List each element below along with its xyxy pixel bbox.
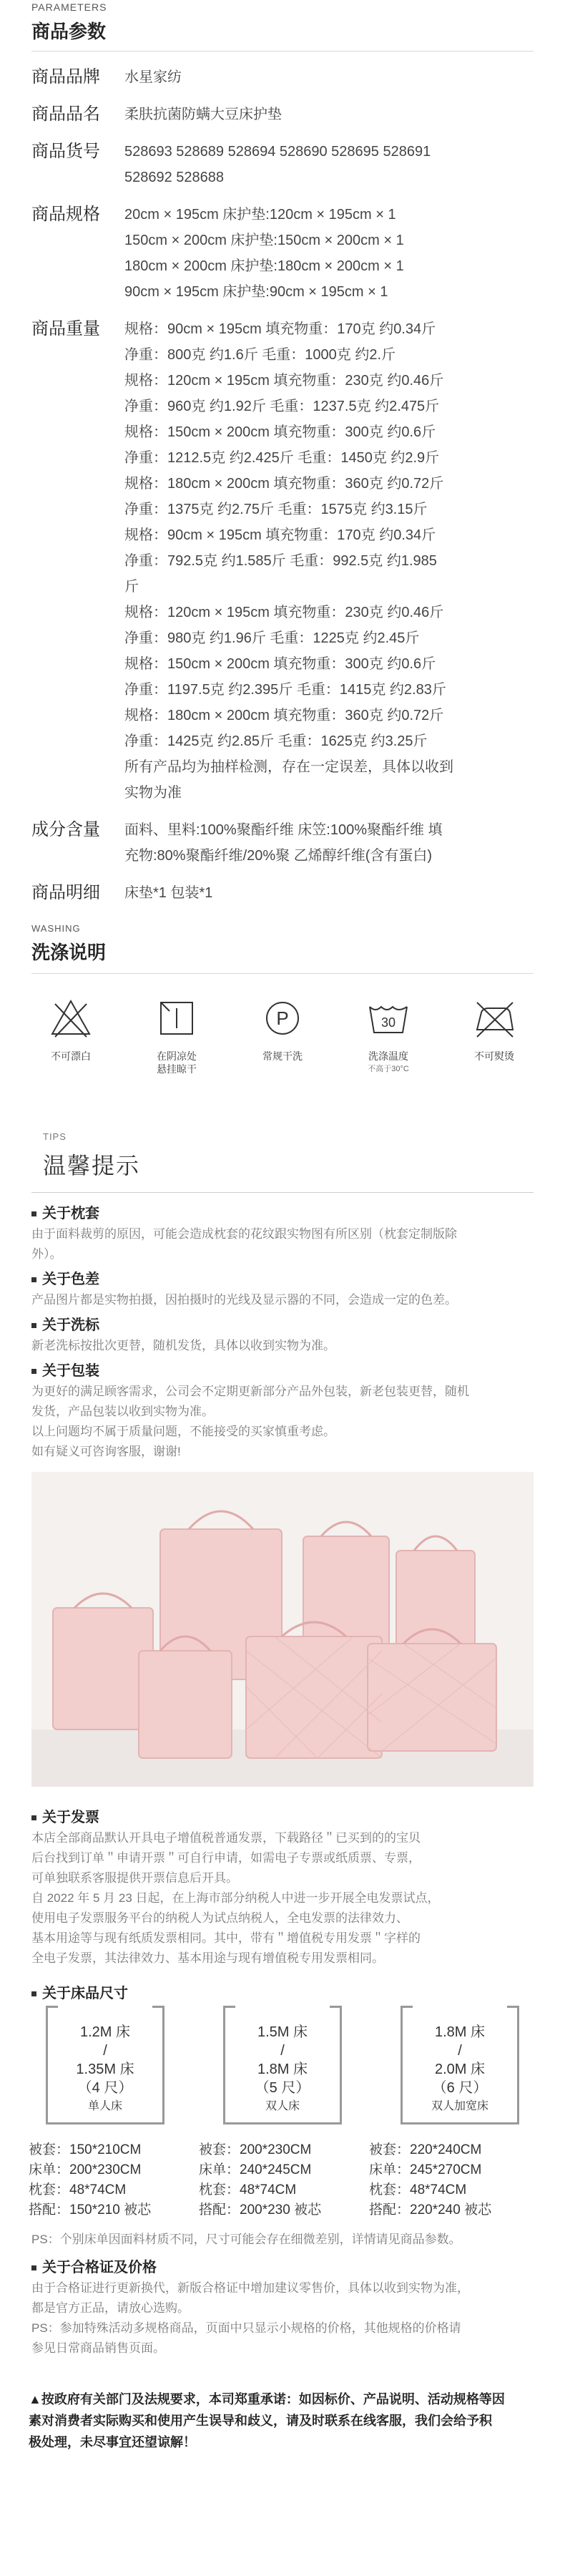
param-value-line: 净重：980克 约1.96斤 毛重：1225克 约2.45斤 <box>124 630 420 646</box>
param-value-line: 规格：90cm × 195cm 填充物重：170克 约0.34斤 <box>124 321 436 337</box>
param-value-line: 水星家纺 <box>124 69 182 85</box>
bed-size-spec-line: 搭配：150*210 被芯 <box>29 2202 152 2218</box>
size-title: 关于床品尺寸 <box>42 1986 128 2001</box>
tip-body-line: 产品图片都是实物拍摄，因拍摄时的光线及显示器的不同，会造成一定的色差。 <box>31 1293 457 1307</box>
tip-title <box>31 1203 534 1224</box>
bed-size-spec-line: 枕套：48*74CM <box>199 2182 297 2197</box>
param-row <box>31 316 534 806</box>
tip-title-text: 关于色差 <box>42 1272 99 1287</box>
param-value-line: 净重：1375克 约2.75斤 毛重：1575克 约3.15斤 <box>124 502 428 517</box>
param-value-line: 净重：792.5克 约1.585斤 毛重：992.5克 约1.985 <box>124 553 437 569</box>
param-value-line: 净重：1425克 约2.85斤 毛重：1625克 约3.25斤 <box>124 733 428 749</box>
param-value-line: 充物:80%聚酯纤维/20%聚 乙烯醇纤维(含有蛋白) <box>124 848 433 864</box>
param-value <box>124 316 534 806</box>
tip-body-line: 后台找到订单＂申请开票＂可自行申请，如需电子专票或纸质票、专票， <box>31 1851 421 1865</box>
tip-body-line: 参见日常商品销售页面。 <box>31 2341 165 2355</box>
tip-title-text: 关于枕套 <box>42 1206 99 1221</box>
bed-size-spec-line: 枕套：48*74CM <box>29 2182 127 2197</box>
tip-body-line: 可单独联系客服提供开票信息后开具。 <box>31 1871 238 1885</box>
size-ps-note: PS：个别床单因面料材质不同，尺寸可能会存在细微差别，详情请见商品参数。 <box>31 2233 461 2246</box>
tip-title <box>31 1269 534 1290</box>
param-value-line: 规格：90cm × 195cm 填充物重：170克 约0.34斤 <box>124 527 436 543</box>
wash-sublabel: 不高于30°C <box>368 1065 409 1073</box>
param-key: 商品重量 <box>31 319 100 338</box>
tip-body-line: PS：参加特殊活动多规格商品，页面中只显示小规格的价格，其他规格的价格请 <box>31 2321 461 2335</box>
param-value-line: 150cm × 200cm 床护垫:150cm × 200cm × 1 <box>124 233 404 248</box>
param-value-line: 180cm × 200cm 床护垫:180cm × 200cm × 1 <box>124 258 404 274</box>
tip-title <box>31 1360 534 1382</box>
bed-size-spec-column <box>369 2140 536 2220</box>
tip-body <box>31 1382 534 1462</box>
tip-body-line: 如有疑义可咨询客服，谢谢! <box>31 1445 181 1458</box>
bed-size-card-line: （5 尺） <box>255 2080 310 2096</box>
bed-size-card-line: 2.0M 床 <box>434 2062 486 2077</box>
param-value-line: 实物为准 <box>124 785 182 801</box>
bed-size-spec-line: 枕套：48*74CM <box>369 2182 467 2197</box>
param-value <box>124 202 534 305</box>
bed-size-card-line: / <box>458 2043 462 2059</box>
tips-cn-title: 温馨提示 <box>43 1153 141 1179</box>
bed-size-spec-line: 搭配：220*240 被芯 <box>369 2202 492 2218</box>
no-iron-icon <box>471 995 517 1041</box>
param-row <box>31 880 534 906</box>
param-value-line: 20cm × 195cm 床护垫:120cm × 195cm × 1 <box>124 207 396 223</box>
param-value-line: 528692 528688 <box>124 170 225 185</box>
washing-cn-title: 洗涤说明 <box>31 942 107 963</box>
shade-hang-dry-icon <box>154 995 200 1041</box>
param-value-line: 规格：120cm × 195cm 填充物重：230克 约0.46斤 <box>124 373 444 389</box>
packaging-bags-illustration <box>31 1472 534 1787</box>
param-value-line: 规格：180cm × 200cm 填充物重：360克 约0.72斤 <box>124 708 444 723</box>
bed-size-spec-line: 被套：150*210CM <box>29 2142 142 2157</box>
param-value-line: 床垫*1 包装*1 <box>124 885 213 901</box>
notice-line: 素对消费者实际购买和使用产生误导和歧义，请及时联系在线客服，我们会给予积 <box>29 2414 492 2428</box>
params-table <box>0 52 565 906</box>
bed-size-card-line: 1.2M 床 <box>79 2024 131 2040</box>
no-bleach-icon <box>48 995 94 1041</box>
tip-body-line: 外）。 <box>31 1247 62 1261</box>
param-value <box>124 139 534 190</box>
bed-size-spec-line: 搭配：200*230 被芯 <box>199 2202 322 2218</box>
bed-size-specs <box>0 2124 565 2220</box>
bullet-icon <box>31 1369 36 1374</box>
param-value-line: 528693 528689 528694 528690 528695 528691 <box>124 144 431 160</box>
wash-item-wash-30 <box>349 995 428 1103</box>
param-value-line: 90cm × 195cm 床护垫:90cm × 195cm × 1 <box>124 284 388 300</box>
tips-sections-2 <box>0 1797 565 1968</box>
wash-label-line1: 在阴凉处 <box>157 1050 197 1062</box>
tip-title-text: 关于发票 <box>42 1810 99 1825</box>
tip-body-line: 全电子发票，其法律效力、基本用途与现有增值税专用发票相同。 <box>31 1951 384 1965</box>
bed-size-card-line: / <box>103 2043 107 2059</box>
tip-title <box>31 1807 534 1828</box>
param-row <box>31 64 534 90</box>
tip-body <box>31 2278 534 2358</box>
param-value-line: 规格：150cm × 200cm 填充物重：300克 约0.6斤 <box>124 424 436 440</box>
tip-title-text: 关于洗标 <box>42 1317 99 1333</box>
bed-size-section <box>0 1973 565 2004</box>
wash-label-line2: 悬挂晾干 <box>157 1063 197 1075</box>
legal-notice <box>0 2363 565 2453</box>
bed-size-card-line: 1.8M 床 <box>257 2062 308 2077</box>
param-row <box>31 202 534 305</box>
tip-body-line: 新老洗标按批次更替，随机发货，具体以收到实物为准。 <box>31 1339 335 1352</box>
param-value-line: 净重：1212.5克 约2.425斤 毛重：1450克 约2.9斤 <box>124 450 440 466</box>
bullet-icon <box>31 2265 36 2270</box>
bullet-icon <box>31 1277 36 1282</box>
warning-triangle-icon: ▲ <box>29 2392 41 2406</box>
param-key: 商品货号 <box>31 142 100 161</box>
tip-body-line: 都是官方正品，请放心选购。 <box>31 2301 190 2315</box>
bullet-icon <box>31 1815 36 1820</box>
param-value <box>124 102 534 127</box>
param-value-line: 净重：800克 约1.6斤 毛重：1000克 约2.斤 <box>124 347 396 363</box>
bed-size-card-line: / <box>280 2043 285 2059</box>
notice-line: 按政府有关部门及法规要求，本司郑重承诺：如因标价、产品说明、活动规格等因 <box>41 2392 505 2406</box>
tip-body <box>31 1224 534 1264</box>
bed-size-card <box>223 2014 342 2124</box>
dry-clean-p-icon <box>260 995 305 1041</box>
param-value <box>124 817 534 869</box>
param-value-line: 面料、里料:100%聚酯纤维 床笠:100%聚酯纤维 填 <box>124 822 443 838</box>
param-value-line: 斤 <box>124 579 139 595</box>
wash-item-no-bleach <box>31 995 110 1103</box>
bed-size-card-line: （6 尺） <box>432 2080 488 2096</box>
bed-size-card-line: 1.35M 床 <box>76 2062 134 2077</box>
tip-body-line: 基本用途等与现有纸质发票相同。其中，带有＂增值税专用发票＂字样的 <box>31 1931 421 1945</box>
param-value <box>124 64 534 90</box>
param-key: 商品明细 <box>31 883 100 902</box>
bed-size-spec-line: 被套：200*230CM <box>199 2142 312 2157</box>
params-header <box>0 0 565 44</box>
param-key: 成分含量 <box>31 820 100 839</box>
tip-title <box>31 2257 534 2278</box>
tips-sections-3 <box>0 2247 565 2358</box>
bed-size-card-line: 双人加宽床 <box>431 2100 488 2112</box>
bed-size-spec-line: 床单：200*230CM <box>29 2162 142 2177</box>
tips-header <box>0 1131 565 1181</box>
tip-body-line: 为更好的满足顾客需求，公司会不定期更新部分产品外包装，新老包装更替，随机 <box>31 1385 469 1398</box>
bed-size-spec-column <box>29 2140 196 2220</box>
tip-title <box>31 1983 534 2004</box>
param-value-line: 规格：180cm × 200cm 填充物重：360克 约0.72斤 <box>124 476 444 492</box>
param-key: 商品品牌 <box>31 67 100 87</box>
wash-label: 不可熨烫 <box>474 1050 514 1062</box>
wash-temp-number: 30 <box>380 1015 396 1030</box>
param-value-line: 柔肤抗菌防螨大豆床护垫 <box>124 107 282 122</box>
tip-body <box>31 1828 534 1968</box>
param-value-line: 净重：1197.5克 约2.395斤 毛重：1415克 约2.83斤 <box>124 682 446 698</box>
bed-size-spec-line: 床单：240*245CM <box>199 2162 312 2177</box>
bullet-icon <box>31 1323 36 1328</box>
params-cn-title: 商品参数 <box>31 21 107 42</box>
param-key: 商品品名 <box>31 104 100 124</box>
bed-size-spec-line: 床单：245*270CM <box>369 2162 482 2177</box>
param-row <box>31 817 534 869</box>
product-packaging-image <box>31 1472 534 1787</box>
washing-header <box>0 923 565 965</box>
param-value-line: 规格：150cm × 200cm 填充物重：300克 约0.6斤 <box>124 656 436 672</box>
svg-text:P: P <box>276 1008 289 1029</box>
notice-line: 极处理，未尽事宜还望谅解！ <box>29 2435 196 2449</box>
wash-item-no-iron <box>455 995 534 1103</box>
wash-label: 不可漂白 <box>51 1050 91 1062</box>
tips-sections-1 <box>0 1193 565 1462</box>
tip-title-text: 关于合格证及价格 <box>42 2260 157 2275</box>
bed-size-card-line: 双人床 <box>265 2100 300 2112</box>
param-row <box>31 139 534 190</box>
param-value-line: 规格：120cm × 195cm 填充物重：230克 约0.46斤 <box>124 605 444 620</box>
washing-en-title: WASHING <box>31 923 81 934</box>
tip-body-line: 自 2022 年 5 月 23 日起，在上海市部分纳税人中进一步开展全电发票试点， <box>31 1891 440 1905</box>
washing-icons <box>0 974 565 1103</box>
tip-body-line: 由于面料裁剪的原因，可能会造成枕套的花纹跟实物图有所区别（枕套定制版除 <box>31 1227 457 1241</box>
bed-size-cards <box>0 2004 565 2124</box>
param-key: 商品规格 <box>31 205 100 224</box>
bed-size-card-line: 单人床 <box>87 2100 122 2112</box>
bullet-icon <box>31 1211 36 1216</box>
tip-title <box>31 1314 534 1336</box>
bed-size-card-line: 1.8M 床 <box>434 2024 486 2040</box>
bed-size-card-line: （4 尺） <box>77 2080 133 2096</box>
params-en-title: PARAMETERS <box>31 1 107 13</box>
param-value-line: 所有产品均为抽样检测，存在一定误差，具体以收到 <box>124 759 453 775</box>
wash-label: 常规干洗 <box>262 1050 303 1062</box>
tip-body-line: 本店全部商品默认开具电子增值税普通发票，下载路径＂已买到的的宝贝 <box>31 1831 421 1845</box>
tip-body <box>31 1290 534 1310</box>
tips-en-title: TIPS <box>43 1131 67 1142</box>
tip-body <box>31 1336 534 1356</box>
param-value <box>124 880 534 906</box>
tip-body-line: 以上问题均不属于质量问题，不能接受的买家慎重考虑。 <box>31 1425 335 1438</box>
wash-label <box>137 1050 216 1075</box>
tip-body-line: 发货，产品包装以收到实物为准。 <box>31 1405 214 1418</box>
tip-body-line: 由于合格证进行更新换代，新版合格证中增加建议零售价，具体以收到实物为准， <box>31 2281 469 2295</box>
param-value-line: 净重：960克 约1.92斤 毛重：1237.5克 约2.475斤 <box>124 399 440 414</box>
tip-title-text: 关于包装 <box>42 1363 99 1379</box>
tip-body-line: 使用电子发票服务平台的纳税人为试点纳税人，全电发票的法律效力、 <box>31 1911 408 1925</box>
bed-size-card-line: 1.5M 床 <box>257 2024 308 2040</box>
bed-size-spec-line: 被套：220*240CM <box>369 2142 482 2157</box>
bullet-icon <box>31 1991 36 1996</box>
param-row <box>31 102 534 127</box>
wash-label: 洗涤温度 <box>368 1050 408 1062</box>
bed-size-card <box>46 2014 164 2124</box>
wash-item-dry-clean <box>243 995 322 1103</box>
bed-size-card <box>401 2014 519 2124</box>
wash-item-shade-hang <box>137 995 216 1103</box>
bed-size-spec-column <box>199 2140 366 2220</box>
wash-30-icon <box>365 995 411 1041</box>
